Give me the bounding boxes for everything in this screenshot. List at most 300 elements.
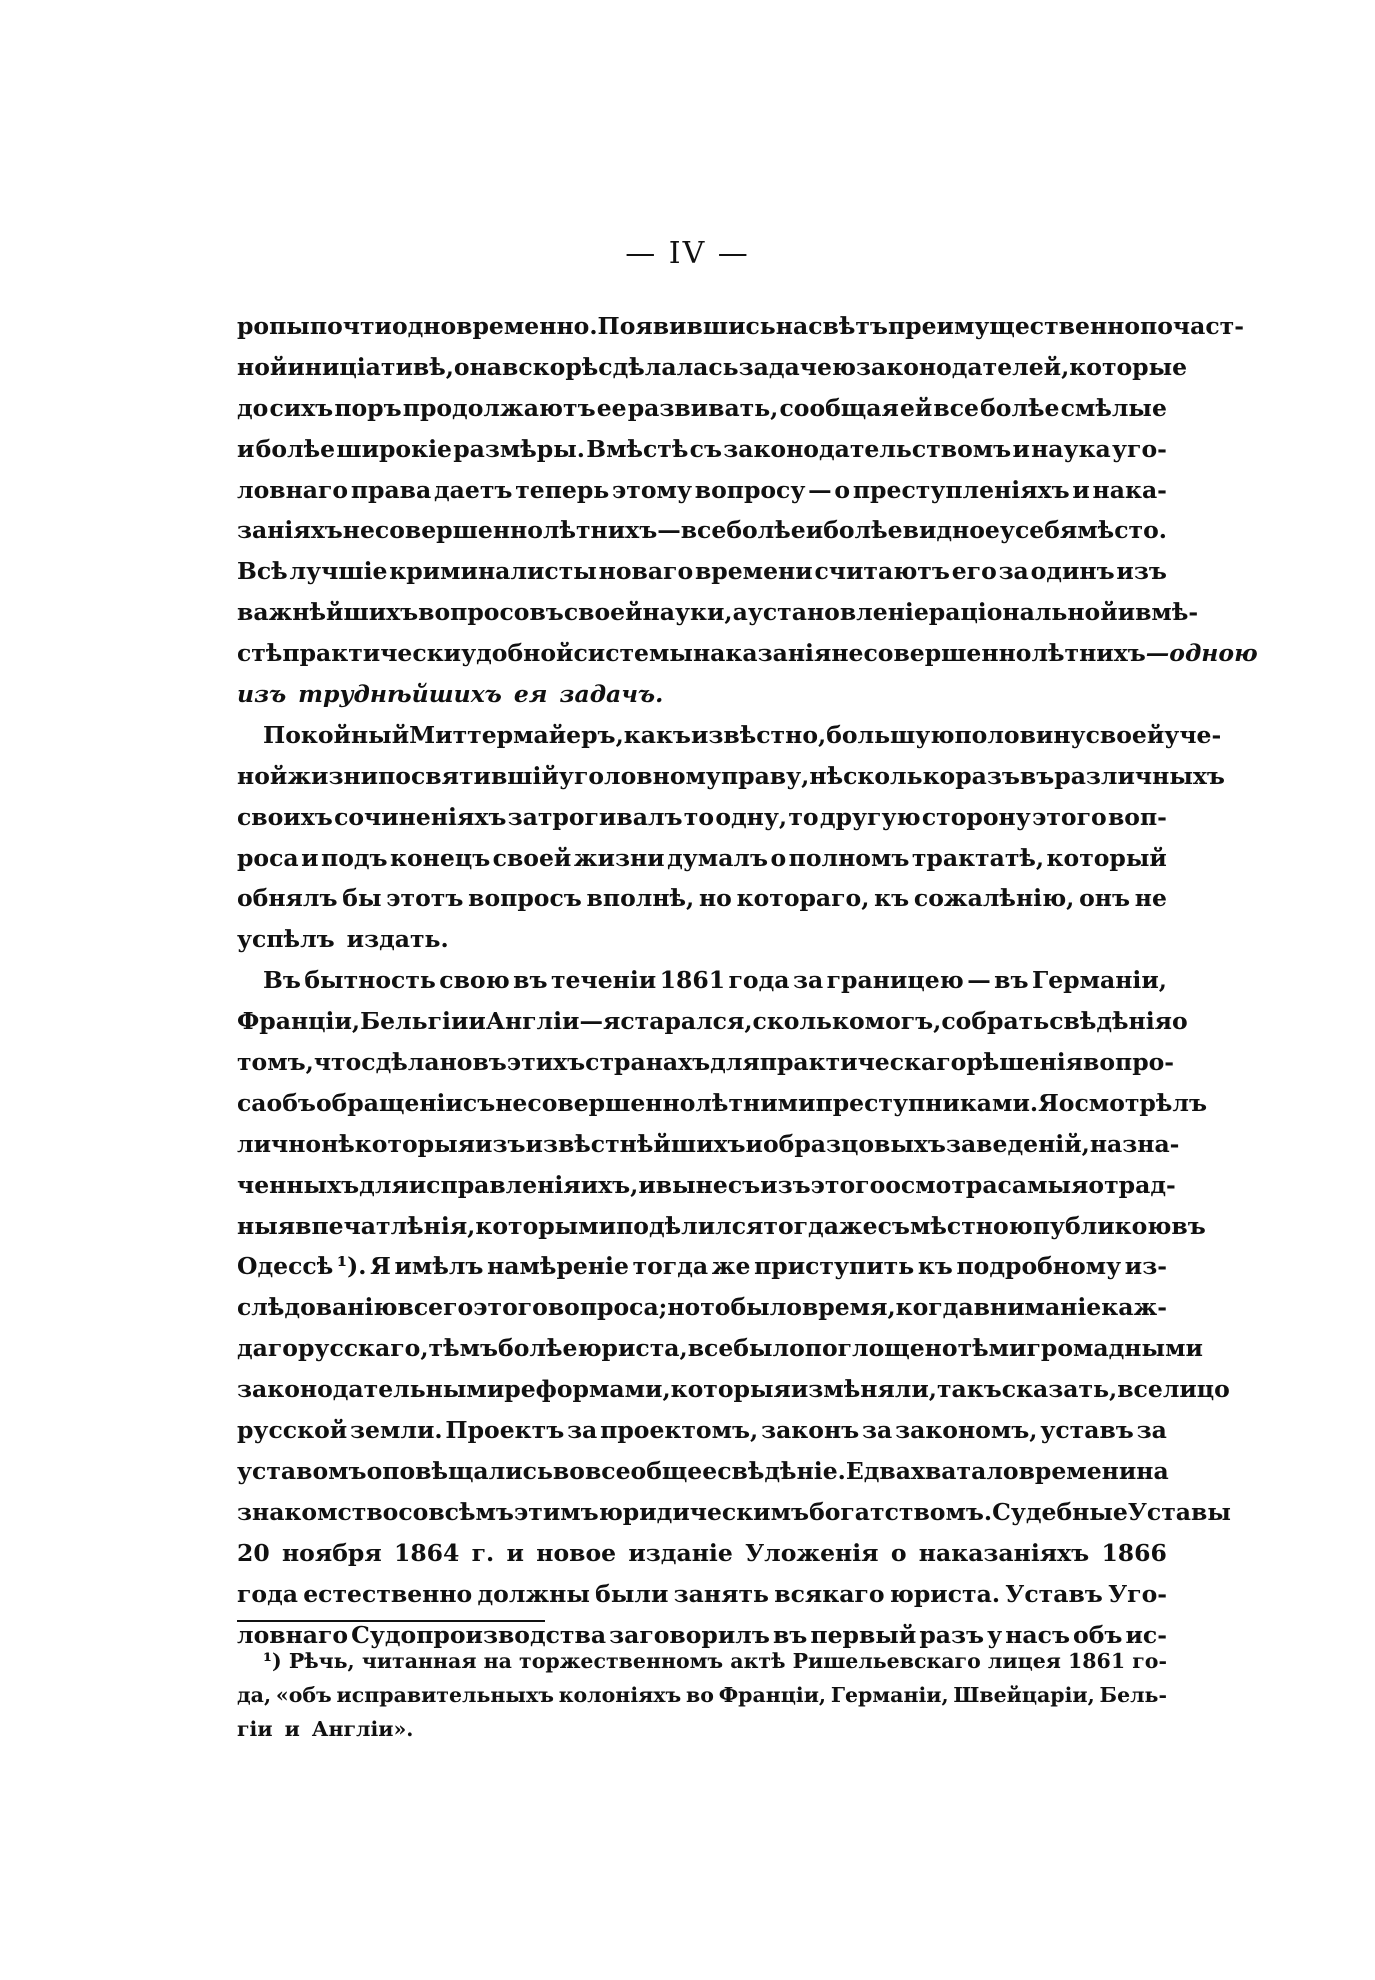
word: приступить	[754, 1252, 915, 1281]
word: то	[788, 802, 819, 831]
word: криминалисты	[389, 557, 597, 586]
word: что	[313, 1048, 362, 1077]
word: гіи	[237, 1717, 273, 1741]
word: ловнаго	[237, 475, 349, 504]
word: свѣтъ	[808, 312, 888, 340]
word: ее	[596, 393, 627, 422]
word: объ	[1073, 1620, 1123, 1649]
word: за	[1136, 1416, 1167, 1445]
word: уставомъ	[237, 1456, 367, 1485]
word: свѣдѣніе.	[717, 1456, 846, 1485]
word: Въ	[263, 966, 301, 995]
word: Бель-	[1099, 1683, 1167, 1707]
word: томъ,	[237, 1048, 314, 1077]
word: но	[698, 884, 732, 913]
word: думалъ	[667, 843, 769, 872]
word: извѣстнѣйшихъ	[525, 1129, 746, 1158]
word: рѣшенія	[966, 1048, 1083, 1077]
word: 20	[237, 1538, 270, 1567]
word: затрогивалъ	[507, 802, 683, 831]
word: подробному	[956, 1252, 1122, 1281]
word: для	[710, 1048, 760, 1077]
word: одинъ	[1030, 557, 1115, 586]
word: уче-	[1164, 720, 1222, 749]
word: одну,	[715, 802, 788, 831]
word	[831, 633, 1257, 674]
word: этого	[1032, 802, 1107, 831]
word: публикою	[1032, 1211, 1172, 1240]
word: Уставъ	[1005, 1579, 1103, 1608]
word: ноября	[281, 1538, 382, 1567]
word: могъ,	[864, 1007, 942, 1036]
word: за	[998, 557, 1029, 586]
word: всѣмъ	[428, 1497, 514, 1526]
word: вынесъ	[655, 1170, 761, 1199]
word: Уложенія	[745, 1538, 879, 1567]
word: обнялъ	[237, 884, 338, 913]
word: границею	[826, 966, 964, 995]
paragraph-3	[237, 960, 1231, 1655]
word: половину	[954, 720, 1086, 749]
word: 1864	[393, 1538, 460, 1567]
word: по	[1140, 312, 1173, 340]
word: ной	[237, 761, 288, 790]
word: Англіи—я	[485, 1007, 621, 1036]
word: ропы	[237, 312, 310, 340]
word: колоніяхъ	[558, 1683, 682, 1707]
word: за	[862, 1416, 893, 1445]
paragraph3-line	[237, 1083, 1207, 1124]
word: читанная	[361, 1649, 477, 1673]
word: Всѣ	[237, 557, 288, 586]
word: обращеніи	[315, 1088, 463, 1117]
word: законъ	[761, 1416, 860, 1445]
word: жизни	[287, 761, 379, 790]
word: вопросовъ	[418, 598, 564, 627]
word: всеобщее	[584, 1456, 718, 1485]
word: и	[638, 1170, 656, 1199]
word: старался,	[620, 1007, 753, 1036]
word: уголовному	[558, 761, 721, 790]
word: болѣе	[255, 434, 336, 463]
word: жизни	[573, 843, 665, 872]
word: года	[237, 1579, 298, 1608]
word: имѣлъ	[394, 1252, 484, 1281]
word: сказать,	[1001, 1375, 1118, 1404]
word: о	[1172, 1007, 1188, 1036]
word: сторону	[921, 802, 1031, 831]
word: о	[890, 1538, 907, 1567]
word: объ	[266, 1088, 316, 1117]
word: Германіи,	[1031, 966, 1167, 995]
word: тогда	[632, 1252, 709, 1281]
word: оповѣщались	[366, 1456, 553, 1485]
word: Германіи,	[830, 1683, 949, 1707]
word: част-	[1172, 312, 1244, 340]
word: у	[999, 516, 1015, 545]
word: поръ	[334, 393, 402, 422]
paragraph2-line	[237, 756, 1225, 797]
word: на	[483, 1649, 512, 1673]
word: насъ	[1005, 1620, 1070, 1649]
word: лицо	[1162, 1375, 1230, 1404]
word: о	[834, 475, 851, 504]
word: съ	[462, 1088, 496, 1117]
word: почти	[309, 312, 392, 340]
word: должны	[477, 1579, 590, 1608]
word: бытность	[304, 966, 436, 995]
word: исправленія	[408, 1170, 581, 1199]
paragraph1-line	[237, 674, 1167, 715]
word: актѣ	[730, 1649, 786, 1673]
word: уставъ	[1040, 1416, 1134, 1445]
word: Появившись	[597, 312, 776, 340]
word: системы	[573, 639, 693, 668]
word: теперь	[515, 475, 610, 504]
word: въ	[772, 1620, 808, 1649]
word: проектомъ,	[600, 1416, 759, 1445]
word: а	[732, 598, 748, 627]
word: закономъ,	[895, 1416, 1038, 1445]
word: одновременно.	[391, 312, 598, 340]
word: же	[711, 1252, 751, 1281]
word: и	[1117, 598, 1136, 627]
word: удобной	[461, 639, 574, 668]
paragraph1-line	[237, 633, 1258, 674]
word: исправительныхъ	[336, 1683, 554, 1707]
word: со	[398, 1497, 429, 1526]
word: нѣсколько	[809, 761, 956, 790]
word: продолжаютъ	[402, 393, 596, 422]
word: мѣстною	[909, 1211, 1033, 1240]
word: за	[567, 1416, 598, 1445]
word: которыми	[475, 1211, 617, 1240]
word: несовершеннолѣтнихъ—все	[342, 516, 727, 545]
word: къ	[917, 1252, 953, 1281]
word: раціональной	[928, 598, 1118, 627]
word: она	[453, 352, 503, 381]
word: назна-	[1089, 1129, 1180, 1158]
word: лучшіе	[289, 557, 388, 586]
word: ея	[513, 680, 548, 709]
paragraph3-line	[237, 1410, 1167, 1451]
word: на	[1136, 1456, 1169, 1485]
word: сочиненіяхъ	[334, 802, 507, 831]
paragraph3-line	[237, 1328, 1203, 1369]
word: теченіи	[550, 966, 657, 995]
word: своей	[563, 598, 643, 627]
word: законодательными	[237, 1375, 505, 1404]
word: ис-	[1125, 1620, 1167, 1649]
word: посвятившій	[378, 761, 559, 790]
word: 1861	[659, 966, 726, 995]
word: у	[987, 1620, 1003, 1649]
word: законодателей,	[856, 352, 1070, 381]
word: заніяхъ	[237, 516, 343, 545]
word: даго	[237, 1334, 298, 1363]
word: поглощено	[804, 1334, 958, 1363]
word: установленіе	[747, 598, 929, 627]
word: этихъ	[506, 1048, 586, 1077]
word: сколько	[752, 1007, 865, 1036]
word: все	[687, 1334, 734, 1363]
word: извѣстно,	[690, 720, 827, 749]
footnote-divider	[237, 1620, 545, 1622]
word: лицея	[987, 1649, 1061, 1673]
word: такъ	[936, 1375, 1002, 1404]
word: этому	[611, 475, 692, 504]
word: ныя	[237, 1211, 296, 1240]
word: было	[733, 1334, 805, 1363]
paragraph2-line	[237, 919, 1167, 960]
word: для	[359, 1170, 409, 1199]
paragraph1-line	[237, 592, 1199, 633]
word: г.	[471, 1538, 495, 1567]
word: Франціи,	[718, 1683, 827, 1707]
word: своей	[492, 843, 572, 872]
paragraph3-line	[237, 1287, 1167, 1328]
word: новое	[536, 1538, 617, 1567]
word: его	[951, 557, 997, 586]
word: съ	[877, 1211, 910, 1240]
paragraph3-line	[237, 1492, 1231, 1533]
word: из-	[1124, 1252, 1167, 1281]
word: сихъ	[269, 393, 334, 422]
word: этимъ	[513, 1497, 599, 1526]
paragraph3-line	[237, 1369, 1230, 1410]
word: не	[1134, 884, 1167, 913]
word: преступниками.	[815, 1088, 1039, 1117]
word: да,	[237, 1683, 272, 1707]
word: ¹).	[336, 1252, 367, 1281]
word: и	[745, 1129, 763, 1158]
word: реформами,	[504, 1375, 671, 1404]
word: и	[237, 434, 255, 463]
paragraph3-line	[237, 1246, 1167, 1287]
page-number: — IV —	[625, 236, 750, 271]
word: сдѣлалась	[598, 352, 739, 381]
word: —	[808, 475, 832, 504]
word: и	[301, 843, 319, 872]
word: тѣми	[957, 1334, 1027, 1363]
word: Судопроизводства	[351, 1620, 607, 1649]
word: земли.	[350, 1416, 443, 1445]
word: Швейцаріи,	[953, 1683, 1095, 1707]
paragraph2-line	[237, 797, 1167, 838]
word: во	[552, 1456, 585, 1485]
footnote	[237, 1644, 1167, 1746]
word: года	[728, 966, 790, 995]
word: 1866	[1101, 1538, 1167, 1567]
word: свою	[439, 966, 510, 995]
word: подъ	[321, 843, 388, 872]
word: свѣдѣнія	[1049, 1007, 1173, 1036]
word: до	[237, 393, 269, 422]
word: естественно	[303, 1579, 473, 1608]
footnote-line	[237, 1678, 1167, 1712]
word: большую	[826, 720, 955, 749]
word: развивать,	[627, 393, 779, 422]
word: нѣкоторыя	[321, 1129, 476, 1158]
paragraph1-line	[237, 306, 1244, 347]
word: богатствомъ.	[809, 1497, 993, 1526]
word: роса	[237, 843, 299, 872]
word: лично	[237, 1129, 322, 1158]
word: намѣреніе	[487, 1252, 629, 1281]
word: за	[792, 966, 824, 995]
word: вопросъ	[468, 884, 582, 913]
word: наука	[1031, 434, 1111, 463]
word: ¹)	[263, 1649, 282, 1673]
word: тогда	[763, 1211, 839, 1240]
word: русскаго,	[297, 1334, 429, 1363]
word: даетъ	[434, 475, 513, 504]
word: но	[667, 1293, 701, 1322]
word: было	[730, 1293, 802, 1322]
word: преимущественно	[887, 312, 1141, 340]
word: важнѣйшихъ	[237, 598, 419, 627]
word: всего	[397, 1293, 474, 1322]
word: Англіи».	[311, 1717, 414, 1741]
word: преступленіяхъ	[852, 475, 1070, 504]
word: впечатлѣнія,	[295, 1211, 476, 1240]
word: законодательствомъ	[723, 434, 1012, 463]
word: то	[683, 802, 715, 831]
paragraph3-line	[237, 1165, 1176, 1206]
word: къ	[874, 884, 910, 913]
word: во	[685, 1683, 714, 1707]
word: отрад-	[1088, 1170, 1176, 1199]
word: трактатѣ,	[911, 843, 1045, 872]
word: Франціи,	[237, 1007, 361, 1036]
word: мѣсто.	[1077, 516, 1167, 545]
word: этотъ	[386, 884, 464, 913]
word: этого	[473, 1293, 548, 1322]
word: наказанія	[692, 639, 832, 668]
paragraph1-line	[237, 429, 1167, 470]
word: сообщая	[779, 393, 899, 422]
paragraph3-line	[237, 1533, 1167, 1574]
word: который	[1046, 843, 1167, 872]
word: и	[468, 1007, 486, 1036]
word: наказаніяхъ	[918, 1538, 1090, 1567]
word: болѣе	[726, 516, 806, 545]
word: и	[805, 516, 824, 545]
word: юриста.	[889, 1579, 1001, 1608]
paragraph1-line	[237, 551, 1167, 592]
word: занять	[673, 1579, 769, 1608]
paragraph1-line	[237, 347, 1188, 388]
word: себя	[1014, 516, 1078, 545]
paragraph1-line	[237, 470, 1167, 511]
word: размѣры.	[453, 434, 585, 463]
word: торжественномъ	[519, 1649, 724, 1673]
word: болѣе	[498, 1334, 578, 1363]
word: знакомство	[237, 1497, 399, 1526]
word: Проектъ	[445, 1416, 565, 1445]
word: новаго	[598, 557, 694, 586]
word: которыя	[670, 1375, 791, 1404]
word: изданіе	[628, 1538, 733, 1567]
word: хватало	[910, 1456, 1019, 1485]
word: практически	[282, 639, 462, 668]
paragraph3-line	[237, 1206, 1206, 1247]
word: полномъ	[788, 843, 910, 872]
word: этого	[810, 1170, 886, 1199]
word: разъ	[955, 761, 1020, 790]
word: успѣлъ	[237, 925, 335, 954]
word: и	[1012, 434, 1030, 463]
word: Я	[370, 1252, 391, 1281]
word: ной	[237, 352, 288, 381]
word: странахъ	[585, 1048, 711, 1077]
word: все	[1117, 1375, 1163, 1404]
word: задачею	[738, 352, 857, 381]
word: труднѣйшихъ	[298, 680, 502, 709]
word: въ	[513, 966, 548, 995]
word: болѣе	[980, 393, 1060, 422]
word: и	[1072, 475, 1090, 504]
word: задачъ.	[559, 680, 664, 709]
word: времени	[1018, 1456, 1137, 1485]
paragraph-2	[237, 715, 1225, 960]
word: ченныхъ	[237, 1170, 360, 1199]
word: когда	[895, 1293, 974, 1322]
word: образцовыхъ	[762, 1129, 946, 1158]
word: 1861	[1068, 1649, 1126, 1673]
word: юридическимъ	[598, 1497, 810, 1526]
word: какъ	[623, 720, 691, 749]
word: всякаго	[774, 1579, 885, 1608]
word: которые	[1069, 352, 1188, 381]
word: разъ	[919, 1620, 985, 1649]
word: различныхъ	[1054, 761, 1225, 790]
word: стѣ	[237, 639, 283, 668]
word: осмотрѣлъ	[1058, 1088, 1207, 1117]
word: иниціативѣ,	[287, 352, 454, 381]
word: ихъ,	[580, 1170, 639, 1199]
word: то	[700, 1293, 731, 1322]
word: Миттермайеръ,	[409, 720, 624, 749]
word: вмѣ-	[1135, 598, 1199, 627]
paragraph2-line	[237, 715, 1222, 756]
word: Уго-	[1108, 1579, 1167, 1608]
footnote-line	[237, 1712, 1167, 1746]
paragraph1-line	[237, 510, 1167, 551]
paragraph3-line	[237, 1124, 1180, 1165]
word: вопросу	[694, 475, 806, 504]
word: каж-	[1101, 1293, 1167, 1322]
word: все	[933, 393, 979, 422]
word: подѣлился	[616, 1211, 764, 1240]
word: изъ	[475, 1129, 526, 1158]
word: праву,	[720, 761, 810, 790]
word: въ	[994, 966, 1029, 995]
word: заведеній,	[945, 1129, 1090, 1158]
word: Покойный	[263, 720, 410, 749]
word: Я	[1038, 1088, 1059, 1117]
word: са	[237, 1088, 267, 1117]
word: ловнаго	[237, 1620, 349, 1649]
paragraph2-line	[237, 878, 1167, 919]
paragraph3-line	[237, 1574, 1167, 1615]
word: уго-	[1112, 434, 1167, 463]
paragraph3-line	[237, 960, 1167, 1001]
word: собрать	[941, 1007, 1050, 1036]
word: Вмѣстѣ	[586, 434, 689, 463]
word: практическаго	[759, 1048, 967, 1077]
word: съ	[689, 434, 722, 463]
